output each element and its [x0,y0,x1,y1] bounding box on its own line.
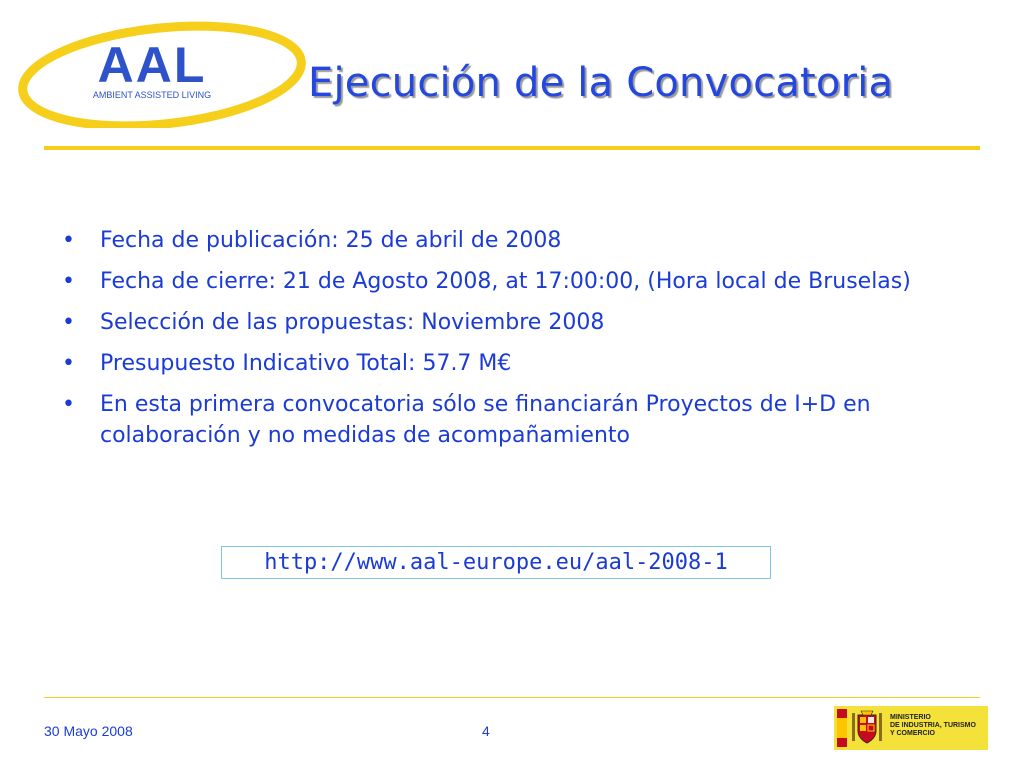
spain-flag-icon [837,709,847,747]
ministry-line: DE INDUSTRIA, TURISMO [890,722,976,729]
coat-of-arms-icon [850,709,884,747]
title-divider [44,146,980,150]
bullet-icon: • [62,228,75,253]
bullet-text: Fecha de cierre: 21 de Agosto 2008, at 17:00:00, (Hora local de Bruselas) [100,269,911,294]
bullet-text: Presupuesto Indicativo Total: 57.7 M€ [100,351,512,376]
logo-wordmark: AAL [97,37,207,93]
logo-tagline: AMBIENT ASSISTED LIVING [92,90,212,100]
slide-title: Ejecución de la Convocatoria [308,60,894,106]
ministry-name [890,714,986,738]
aal-logo [14,18,314,128]
list-item [60,348,960,379]
ministry-logo [834,706,988,750]
list-item [60,307,960,338]
bullet-icon: • [62,269,75,294]
list-item [60,225,960,256]
list-item [60,266,960,297]
bullet-icon: • [62,392,75,417]
bullet-icon: • [62,310,75,335]
aal-call-link[interactable]: http://www.aal-europe.eu/aal-2008-1 [221,546,771,579]
bullet-text: En esta primera convocatoria sólo se financiarán Proyectos de I+D en colaboración y no medidas de acompañamiento [100,392,871,448]
ministry-line: MINISTERIO [890,714,931,721]
page-number: 4 [482,723,490,739]
footer-divider [44,697,980,698]
footer-date: 30 Mayo 2008 [44,723,133,739]
bullet-text: Selección de las propuestas: Noviembre 2008 [100,310,605,335]
bullet-list [60,225,960,461]
bullet-icon: • [62,351,75,376]
list-item [60,389,960,451]
ministry-line: Y COMERCIO [890,730,935,737]
bullet-text: Fecha de publicación: 25 de abril de 2008 [100,228,562,253]
